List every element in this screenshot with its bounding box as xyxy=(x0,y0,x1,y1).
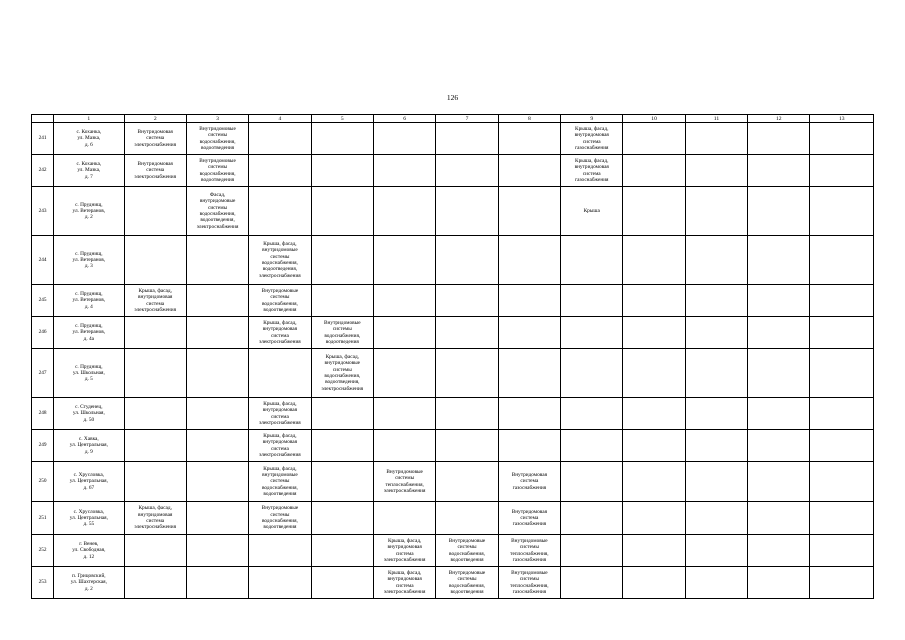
row-number: 252 xyxy=(32,535,54,567)
work-cell xyxy=(623,187,685,236)
work-cell xyxy=(561,285,623,317)
work-cell xyxy=(498,236,560,285)
work-cell xyxy=(249,567,311,599)
work-cell xyxy=(249,349,311,398)
address-cell: с. Пруднищ, ул. Ветеранов, д. 4а xyxy=(54,317,124,349)
work-cell xyxy=(436,123,498,155)
work-cell xyxy=(810,285,874,317)
work-cell xyxy=(311,567,373,599)
header-cell: 12 xyxy=(748,115,810,123)
address-cell: с. Студенец, ул. Школьная, д. 50 xyxy=(54,398,124,430)
work-cell: Внутридомовые системы водоснабжения, водоотведения xyxy=(249,502,311,535)
work-cell xyxy=(311,187,373,236)
work-cell xyxy=(124,187,186,236)
work-cell xyxy=(373,349,435,398)
work-cell xyxy=(186,462,248,502)
work-cell xyxy=(498,123,560,155)
address-cell: с. Хрусловка, ул. Центральная, д. 55 xyxy=(54,502,124,535)
address-cell: с. Пруднищ, ул. Ветеранов, д. 2 xyxy=(54,187,124,236)
table-row xyxy=(32,155,874,187)
work-cell xyxy=(373,502,435,535)
work-cell xyxy=(561,317,623,349)
work-cell: Крыша, фасад, внутридомовая система электроснабжения xyxy=(249,317,311,349)
work-cell: Крыша, фасад, внутридомовая система электроснабжения xyxy=(249,398,311,430)
work-cell: Крыша, фасад, внутридомовая система газоснабжения xyxy=(561,155,623,187)
header-cell: 4 xyxy=(249,115,311,123)
work-cell xyxy=(124,430,186,462)
work-cell xyxy=(436,430,498,462)
work-cell xyxy=(748,502,810,535)
table-row xyxy=(32,535,874,567)
work-cell xyxy=(685,462,747,502)
work-cell xyxy=(685,155,747,187)
work-cell xyxy=(249,155,311,187)
work-cell: Крыша, фасад, внутридомовая система газоснабжения xyxy=(561,123,623,155)
repair-schedule-table xyxy=(31,114,874,599)
table-row xyxy=(32,567,874,599)
work-cell xyxy=(685,349,747,398)
work-cell: Крыша, фасад, внутридомовая система электроснабжения xyxy=(373,567,435,599)
work-cell xyxy=(124,349,186,398)
work-cell xyxy=(685,317,747,349)
work-cell xyxy=(810,187,874,236)
work-cell xyxy=(810,502,874,535)
work-cell xyxy=(810,349,874,398)
address-cell: с. Пруднищ, ул. Ветеранов, д. 4 xyxy=(54,285,124,317)
work-cell xyxy=(311,285,373,317)
work-cell xyxy=(748,155,810,187)
work-cell xyxy=(685,398,747,430)
work-cell xyxy=(498,285,560,317)
work-cell: Внутридомовые системы водоснабжения, водоотведения xyxy=(186,123,248,155)
work-cell xyxy=(249,535,311,567)
work-cell xyxy=(498,398,560,430)
work-cell: Крыша xyxy=(561,187,623,236)
work-cell: Крыша, фасад, внутридомовые системы водоснабжения, водоотведения, электроснабжения xyxy=(249,236,311,285)
work-cell: Внутридомовая система газоснабжения xyxy=(498,462,560,502)
work-cell xyxy=(436,349,498,398)
table-row xyxy=(32,285,874,317)
table-row xyxy=(32,123,874,155)
table-row xyxy=(32,187,874,236)
work-cell xyxy=(748,462,810,502)
work-cell xyxy=(685,502,747,535)
work-cell xyxy=(436,155,498,187)
work-cell xyxy=(561,398,623,430)
work-cell: Внутридомовые системы водоснабжения, водоотведения xyxy=(436,567,498,599)
work-cell xyxy=(623,317,685,349)
work-cell xyxy=(810,567,874,599)
work-cell xyxy=(810,462,874,502)
work-cell xyxy=(311,155,373,187)
header-cell: 5 xyxy=(311,115,373,123)
work-cell: Крыша, фасад, внутридомовая система электроснабжения xyxy=(124,285,186,317)
work-cell xyxy=(436,187,498,236)
work-cell xyxy=(561,236,623,285)
work-cell xyxy=(373,123,435,155)
work-cell xyxy=(186,535,248,567)
row-number: 247 xyxy=(32,349,54,398)
work-cell xyxy=(311,430,373,462)
work-cell xyxy=(498,349,560,398)
table-row xyxy=(32,398,874,430)
work-cell xyxy=(373,317,435,349)
address-cell: с. Пруднищ, ул. Ветеранов, д. 3 xyxy=(54,236,124,285)
work-cell xyxy=(623,349,685,398)
work-cell xyxy=(623,236,685,285)
table-row xyxy=(32,236,874,285)
address-cell: с. Пруднищ, ул. Школьная, д. 5 xyxy=(54,349,124,398)
header-cell: 10 xyxy=(623,115,685,123)
work-cell xyxy=(498,155,560,187)
work-cell xyxy=(685,535,747,567)
header-cell: 8 xyxy=(498,115,560,123)
table-row xyxy=(32,430,874,462)
work-cell xyxy=(748,285,810,317)
work-cell xyxy=(124,462,186,502)
work-cell xyxy=(810,155,874,187)
work-cell xyxy=(373,187,435,236)
work-cell xyxy=(124,567,186,599)
work-cell xyxy=(810,123,874,155)
header-cell: 1 xyxy=(54,115,124,123)
header-cell: 3 xyxy=(186,115,248,123)
work-cell: Внутридомовая система газоснабжения xyxy=(498,502,560,535)
work-cell xyxy=(623,535,685,567)
work-cell xyxy=(436,462,498,502)
work-cell xyxy=(561,502,623,535)
work-cell xyxy=(748,187,810,236)
work-cell xyxy=(748,317,810,349)
work-cell xyxy=(623,430,685,462)
work-cell xyxy=(810,535,874,567)
header-cell-blank xyxy=(32,115,54,123)
work-cell xyxy=(373,236,435,285)
row-number: 244 xyxy=(32,236,54,285)
header-cell: 6 xyxy=(373,115,435,123)
work-cell xyxy=(810,430,874,462)
work-cell xyxy=(124,317,186,349)
work-cell: Внутридомовые системы теплоснабжения, электроснабжения xyxy=(373,462,435,502)
work-cell xyxy=(748,236,810,285)
work-cell xyxy=(124,398,186,430)
work-cell xyxy=(186,349,248,398)
work-cell xyxy=(810,317,874,349)
row-number: 248 xyxy=(32,398,54,430)
work-cell xyxy=(748,567,810,599)
address-cell: с. Коханка, ул. Мазка, д. 6 xyxy=(54,123,124,155)
work-cell xyxy=(186,285,248,317)
work-cell xyxy=(249,187,311,236)
work-cell xyxy=(623,123,685,155)
row-number: 251 xyxy=(32,502,54,535)
work-cell xyxy=(436,285,498,317)
work-cell: Крыша, фасад, внутридомовые системы водоснабжения, водоотведения xyxy=(249,462,311,502)
work-cell xyxy=(810,236,874,285)
work-cell xyxy=(685,123,747,155)
work-cell xyxy=(436,398,498,430)
work-cell xyxy=(748,430,810,462)
table-row xyxy=(32,462,874,502)
row-number: 250 xyxy=(32,462,54,502)
work-cell xyxy=(685,236,747,285)
row-number: 246 xyxy=(32,317,54,349)
work-cell xyxy=(373,155,435,187)
address-cell: с. Хавка, ул. Центральная, д. 9 xyxy=(54,430,124,462)
work-cell xyxy=(249,123,311,155)
header-cell: 11 xyxy=(685,115,747,123)
work-cell xyxy=(623,462,685,502)
work-cell xyxy=(311,462,373,502)
address-cell: с. Коханка, ул. Мазка, д. 7 xyxy=(54,155,124,187)
work-cell xyxy=(373,285,435,317)
header-cell: 7 xyxy=(436,115,498,123)
row-number: 243 xyxy=(32,187,54,236)
table-row xyxy=(32,502,874,535)
work-cell xyxy=(373,398,435,430)
work-cell xyxy=(561,567,623,599)
work-cell xyxy=(311,398,373,430)
work-cell: Крыша, фасад, внутридомовая система электроснабжения xyxy=(373,535,435,567)
work-cell xyxy=(685,567,747,599)
work-cell xyxy=(748,123,810,155)
row-number: 253 xyxy=(32,567,54,599)
work-cell xyxy=(498,187,560,236)
work-cell xyxy=(186,430,248,462)
work-cell: Крыша, фасад, внутридомовая система электроснабжения xyxy=(249,430,311,462)
work-cell xyxy=(124,535,186,567)
row-number: 242 xyxy=(32,155,54,187)
work-cell xyxy=(623,398,685,430)
work-cell xyxy=(623,502,685,535)
work-cell xyxy=(561,535,623,567)
work-cell xyxy=(436,502,498,535)
work-cell xyxy=(623,567,685,599)
work-cell xyxy=(186,236,248,285)
page-number: 126 xyxy=(446,93,459,102)
work-cell xyxy=(373,430,435,462)
work-cell xyxy=(436,236,498,285)
work-cell: Внутридомовые системы водоснабжения, водоотведения xyxy=(186,155,248,187)
work-cell: Фасад, внутридомовые системы водоснабжения, водоотведения, электроснабжения xyxy=(186,187,248,236)
work-cell xyxy=(685,187,747,236)
address-cell: п. Грицовский, ул. Шахтерская, д. 2 xyxy=(54,567,124,599)
work-cell xyxy=(186,398,248,430)
header-row xyxy=(32,115,874,123)
work-cell xyxy=(186,317,248,349)
work-cell xyxy=(810,398,874,430)
work-cell xyxy=(748,349,810,398)
work-cell xyxy=(561,349,623,398)
header-cell: 13 xyxy=(810,115,874,123)
header-cell: 9 xyxy=(561,115,623,123)
work-cell xyxy=(561,430,623,462)
work-cell xyxy=(748,398,810,430)
work-cell xyxy=(311,236,373,285)
work-cell: Внутридомовые системы теплоснабжения, газоснабжения xyxy=(498,567,560,599)
table-row xyxy=(32,317,874,349)
table-row xyxy=(32,349,874,398)
address-cell: с. Хрусловка, ул. Центральная, д. 67 xyxy=(54,462,124,502)
work-cell xyxy=(311,535,373,567)
work-cell xyxy=(311,123,373,155)
work-cell: Внутридомовые системы теплоснабжения, газоснабжения xyxy=(498,535,560,567)
row-number: 241 xyxy=(32,123,54,155)
address-cell: г. Венев, ул. Свободная, д. 12 xyxy=(54,535,124,567)
work-cell xyxy=(436,317,498,349)
work-cell xyxy=(685,285,747,317)
work-cell xyxy=(124,236,186,285)
work-cell xyxy=(748,535,810,567)
work-cell xyxy=(498,430,560,462)
work-cell: Внутридомовые системы водоснабжения, водоотведения xyxy=(249,285,311,317)
header-cell: 2 xyxy=(124,115,186,123)
work-cell xyxy=(186,567,248,599)
work-cell xyxy=(498,317,560,349)
work-cell xyxy=(685,430,747,462)
work-cell xyxy=(623,155,685,187)
work-cell: Крыша, фасад, внутридомовые системы водоснабжения, водоотведения, электроснабжения xyxy=(311,349,373,398)
work-cell: Внутридомовая система электроснабжения xyxy=(124,155,186,187)
work-cell: Крыша, фасад, внутридомовая система электроснабжения xyxy=(124,502,186,535)
row-number: 249 xyxy=(32,430,54,462)
row-number: 245 xyxy=(32,285,54,317)
work-cell: Внутридомовые системы водоснабжения, водоотведения xyxy=(311,317,373,349)
work-cell xyxy=(623,285,685,317)
work-cell xyxy=(311,502,373,535)
work-cell xyxy=(186,502,248,535)
work-cell: Внутридомовая система электроснабжения xyxy=(124,123,186,155)
work-cell: Внутридомовые системы водоснабжения, водоотведения xyxy=(436,535,498,567)
work-cell xyxy=(561,462,623,502)
